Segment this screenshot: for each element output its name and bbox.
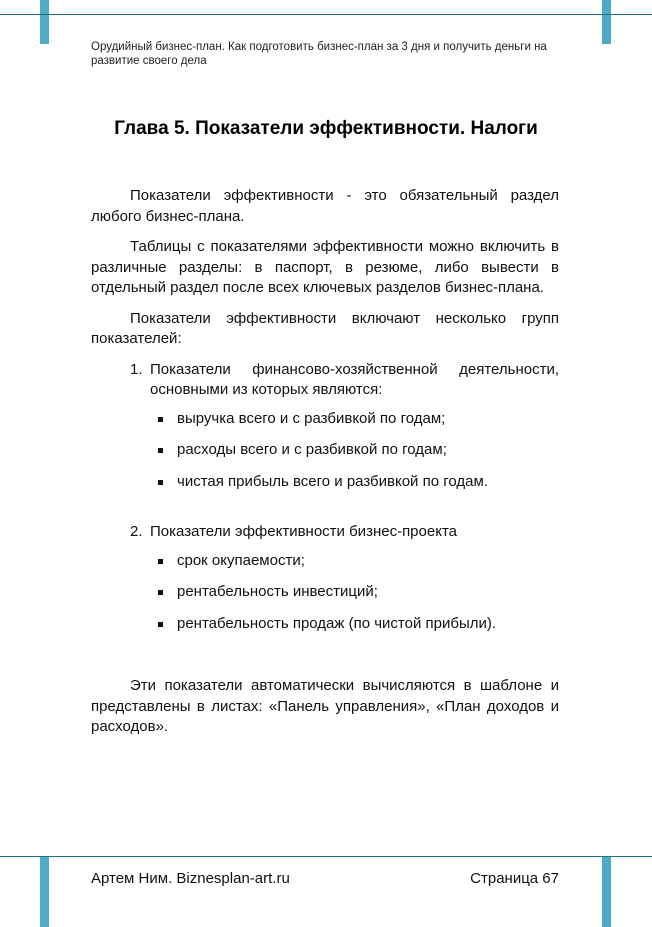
list-item bbox=[91, 522, 559, 634]
list-item bbox=[91, 360, 559, 493]
paragraph: Показатели эффективности - это обязательный раздел любого бизнес-плана. bbox=[91, 187, 559, 225]
list-item-text: Показатели эффективности бизнес-проекта bbox=[150, 523, 457, 540]
bullet-text: выручка всего и с разбивкой по годам; bbox=[177, 409, 446, 427]
bullet-text: срок окупаемости; bbox=[177, 551, 305, 569]
top-left-accent-bar bbox=[40, 0, 49, 44]
list-item-text: Показатели финансово-хозяйственной деятельности, основными из которых являются: bbox=[150, 360, 559, 398]
bullet-item bbox=[150, 614, 559, 635]
bottom-left-accent-bar bbox=[40, 857, 49, 927]
bottom-right-accent-bar bbox=[602, 857, 611, 927]
bullet-icon bbox=[158, 590, 163, 595]
bullet-text: чистая прибыль всего и разбивкой по годам. bbox=[177, 472, 488, 490]
list-item-number: 2. bbox=[130, 523, 143, 540]
bullet-text: рентабельность продаж (по чистой прибыли). bbox=[177, 614, 497, 632]
bullet-icon bbox=[158, 480, 163, 485]
header-rule bbox=[0, 14, 652, 15]
bullet-item bbox=[150, 472, 559, 493]
closing-paragraph: Эти показатели автоматически вычисляются в шаблоне и представлены в листах: «Панель управления», «План доходов и расходов». bbox=[91, 677, 559, 735]
bullet-list bbox=[150, 409, 559, 493]
paragraph: Таблицы с показателями эффективности можно включить в различные разделы: в паспорт, в резюме, либо вывести в отдельный раздел после всех ключевых разделов бизнес-плана. bbox=[91, 238, 559, 296]
bullet-list bbox=[150, 551, 559, 635]
bullet-item bbox=[150, 409, 559, 430]
bullet-icon bbox=[158, 559, 163, 564]
footer-author: Артем Ним. Biznesplan-art.ru bbox=[91, 870, 290, 887]
chapter-title: Глава 5. Показатели эффективности. Налоги bbox=[114, 118, 538, 139]
top-right-accent-bar bbox=[602, 0, 611, 44]
bullet-icon bbox=[158, 448, 163, 453]
list-item-number: 1. bbox=[130, 360, 143, 378]
bullet-item bbox=[150, 440, 559, 461]
paragraph: Показатели эффективности включают несколько групп показателей: bbox=[91, 309, 559, 347]
bullet-icon bbox=[158, 622, 163, 627]
bullet-text: рентабельность инвестиций; bbox=[177, 583, 378, 600]
bullet-item bbox=[150, 582, 559, 603]
running-header: Орудийный бизнес-план. Как подготовить бизнес-план за 3 дня и получить деньги на развитие своего дела bbox=[91, 41, 547, 67]
footer-rule bbox=[0, 856, 652, 857]
page-body bbox=[91, 186, 559, 748]
bullet-item bbox=[150, 551, 559, 572]
indicator-groups-list bbox=[91, 360, 559, 635]
bullet-icon bbox=[158, 417, 163, 422]
footer-page-number: Страница 67 bbox=[470, 870, 559, 887]
bullet-text: расходы всего и с разбивкой по годам; bbox=[177, 441, 447, 458]
